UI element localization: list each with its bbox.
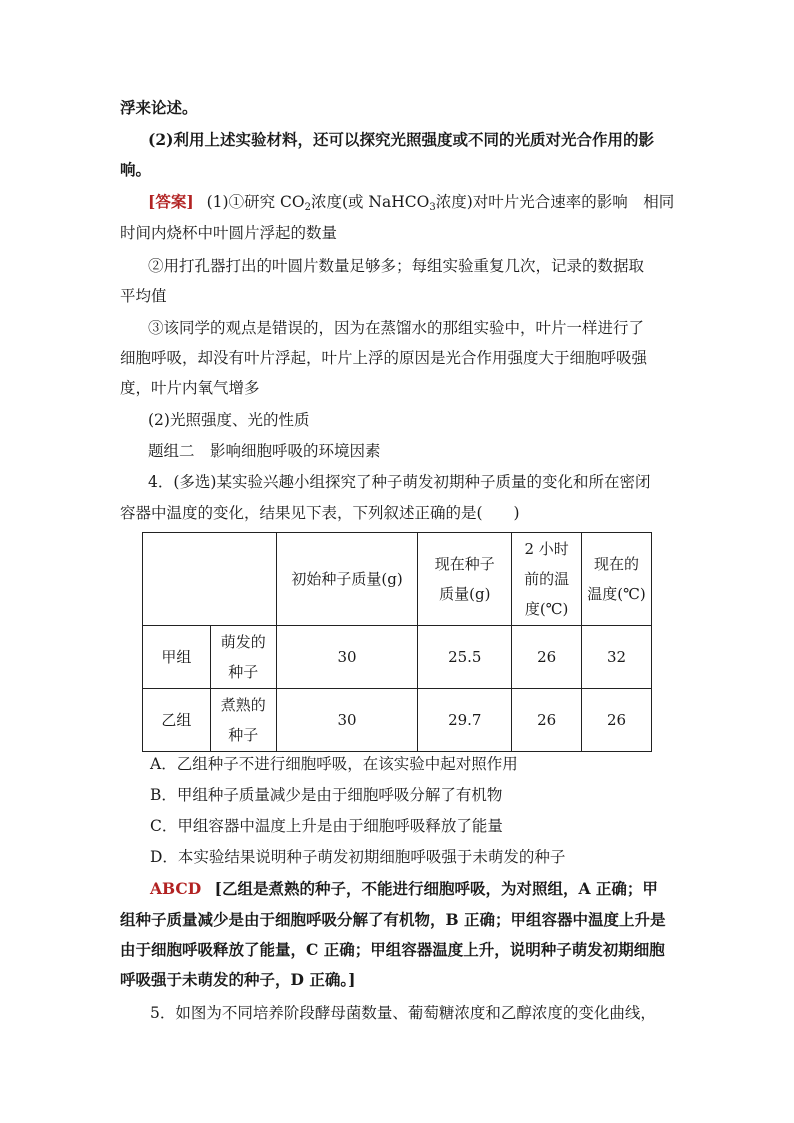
option-c: C．甲组容器中温度上升是由于细胞呼吸释放了能量 <box>150 817 503 835</box>
option-a: A．乙组种子不进行细胞呼吸，在该实验中起对照作用 <box>150 755 518 773</box>
answer-tag: [答案] <box>148 192 194 211</box>
answer-line1 <box>148 192 708 212</box>
question-5-stem-line1: 5．如图为不同培养阶段酵母菌数量、葡萄糖浓度和乙醇浓度的变化曲线， <box>150 1004 656 1022</box>
temp-before-cell: 26 <box>512 626 582 689</box>
header-temp-before <box>512 533 582 626</box>
explanation-line1 <box>150 879 710 899</box>
table-row <box>143 626 652 689</box>
answer-line7: 度，叶片内氧气增多 <box>120 379 260 397</box>
answer-line5: ③该同学的观点是错误的，因为在蒸馏水的那组实验中，叶片一样进行了 <box>148 319 645 337</box>
current-mass-cell: 29.7 <box>418 689 512 752</box>
cell-line: 萌发的 <box>220 633 266 651</box>
question-2-line2: 响。 <box>120 160 152 179</box>
seed-kind-cell <box>210 626 276 689</box>
option-d: D．本实验结果说明种子萌发初期细胞呼吸强于未萌发的种子 <box>150 848 566 866</box>
header-line: 现在种子 <box>434 555 495 573</box>
explanation-line2: 组种子质量减少是由于细胞呼吸分解了有机物，B 正确；甲组容器中温度上升是 <box>120 910 666 929</box>
question-4-stem-line2: 容器中温度的变化，结果见下表，下列叙述正确的是( ) <box>120 504 520 522</box>
header-line: 质量(g) <box>439 585 491 603</box>
answer-text: 浓度)对叶片光合速率的影响 相同 <box>435 193 675 211</box>
table-header-row <box>143 533 652 626</box>
section-title: 题组二 影响细胞呼吸的环境因素 <box>148 442 381 460</box>
answer-line3: ②用打孔器打出的叶圆片数量足够多；每组实验重复几次，记录的数据取 <box>148 257 645 275</box>
subscript: 3 <box>429 202 436 213</box>
explanation-line3: 由于细胞呼吸释放了能量，C 正确；甲组容器温度上升，说明种子萌发初期细胞 <box>120 940 665 959</box>
answer-text: 浓度(或 NaHCO <box>310 193 430 211</box>
option-b: B．甲组种子质量减少是由于细胞呼吸分解了有机物 <box>150 786 503 804</box>
header-current-mass <box>418 533 512 626</box>
header-initial-mass: 初始种子质量(g) <box>276 533 418 626</box>
text-line: 浮来论述。 <box>120 98 198 117</box>
table-corner-cell <box>143 533 277 626</box>
group-cell: 甲组 <box>143 626 211 689</box>
subscript: 2 <box>304 202 311 213</box>
answer-line4: 平均值 <box>120 287 167 305</box>
current-mass-cell: 25.5 <box>418 626 512 689</box>
cell-line: 种子 <box>228 726 259 744</box>
temp-before-cell: 26 <box>512 689 582 752</box>
group-cell: 乙组 <box>143 689 211 752</box>
header-temp-now <box>582 533 652 626</box>
header-line: 前的温 <box>524 570 570 588</box>
answer-line6: 细胞呼吸，却没有叶片浮起，叶片上浮的原因是光合作用强度大于细胞呼吸强 <box>120 349 648 367</box>
question-4-stem-line1: 4．(多选)某实验兴趣小组探究了种子萌发初期种子质量的变化和所在密闭 <box>148 473 651 491</box>
data-table <box>142 532 652 752</box>
answer-line8: (2)光照强度、光的性质 <box>148 411 310 429</box>
cell-line: 种子 <box>228 663 259 681</box>
cell-line: 煮熟的 <box>220 696 266 714</box>
header-line: 温度(℃) <box>587 585 646 603</box>
answer-text: (1)①研究 CO <box>206 193 305 211</box>
answer-key: ABCD <box>150 879 202 898</box>
initial-mass-cell: 30 <box>276 626 418 689</box>
temp-now-cell: 26 <box>582 689 652 752</box>
explanation-text: [乙组是煮熟的种子，不能进行细胞呼吸，为对照组，A 正确；甲 <box>214 879 658 898</box>
table-row <box>143 689 652 752</box>
seed-kind-cell <box>210 689 276 752</box>
initial-mass-cell: 30 <box>276 689 418 752</box>
question-2-line1: (2)利用上述实验材料，还可以探究光照强度或不同的光质对光合作用的影 <box>148 130 654 149</box>
answer-line2: 时间内烧杯中叶圆片浮起的数量 <box>120 224 338 242</box>
header-line: 现在的 <box>594 555 640 573</box>
temp-now-cell: 32 <box>582 626 652 689</box>
header-line: 度(℃) <box>524 600 569 618</box>
explanation-line4: 呼吸强于未萌发的种子，D 正确。] <box>120 970 356 989</box>
header-line: 2 小时 <box>524 540 569 558</box>
